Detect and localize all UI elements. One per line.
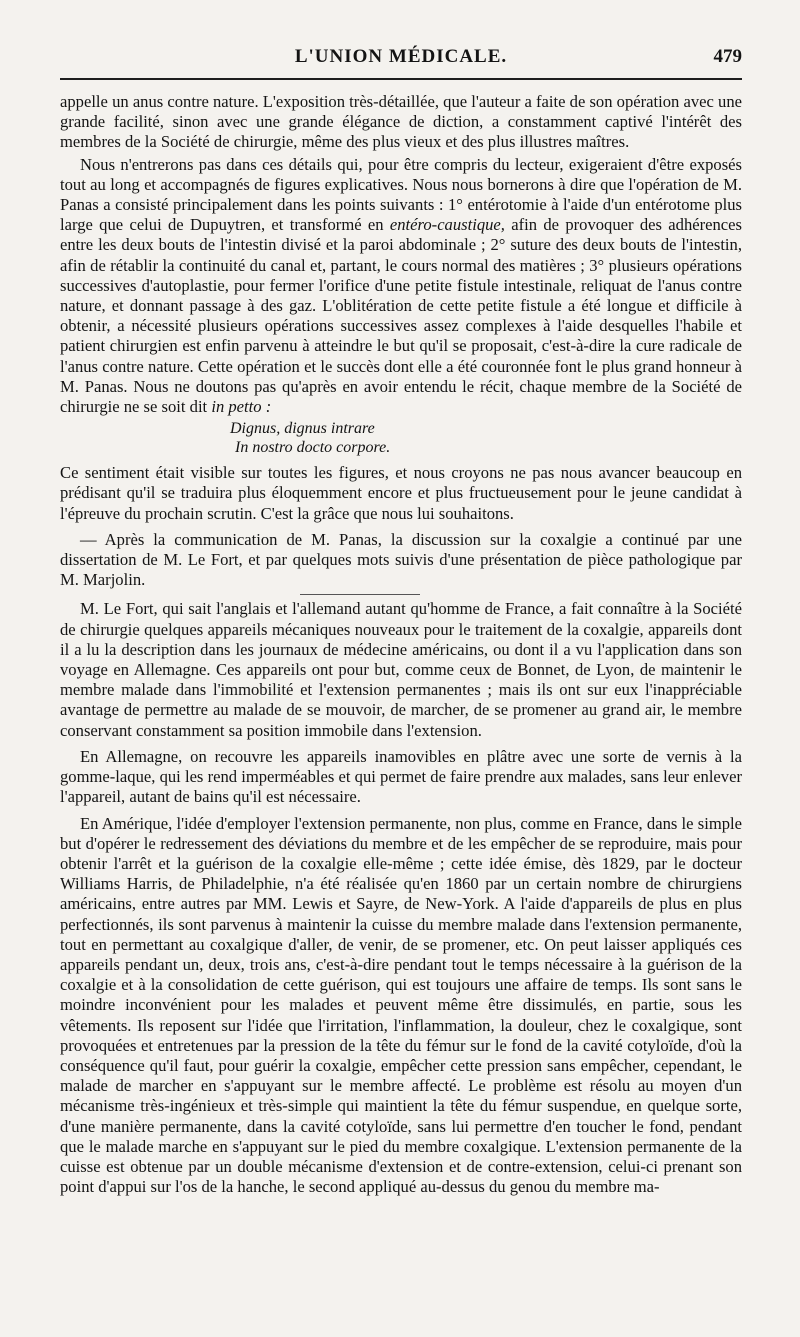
quote-line-2: In nostro docto corpore. bbox=[235, 439, 391, 457]
paragraph-5: M. Le Fort, qui sait l'anglais et l'allemand autant qu'homme de France, a fait connaître à la Société de chirurgie quelques appareils mécaniques nouveaux pour le traitement de la coxalgie, appareils dont il a lu la description dans les journaux de médecine américains, ou dont il a vu l'application dans son voyage en Allemagne. Ces appareils ont pour but, comme ceux de Bonnet, de Lyon, de maintenir le membre malade dans l'immobilité et l'extension permanentes ; mais ils ont sur eux l'inappréciable avantage de permettre au malade de se mouvoir, de marcher, de se promener au grand air, le membre conservant constamment sa position immobile dans l'extension. bbox=[60, 599, 742, 740]
section-divider bbox=[300, 594, 420, 595]
paragraph-4: — Après la communication de M. Panas, la discussion sur la coxalgie a continué par une dissertation de M. Le Fort, et par quelques mots suivis d'une présentation de pièce pathologique par M. Marjolin. bbox=[60, 529, 742, 590]
paragraph-2-part-a: Nous n'entrerons pas dans ces détails qui, pour être compris du lecteur, exigeraient d'être exposés tout au long et accompagnés de figures explicatives. Nous nous bornerons à dire que l'opération de M. Panas a consisté principalement dans les points suivants : 1° entérotomie à l'aide d'un entérotome plus large que celui de Dupuytren, et transformé en bbox=[60, 154, 742, 235]
paragraph-6: En Allemagne, on recouvre les appareils inamovibles en plâtre avec une sorte de vernis à la gomme-laque, qui les rend imperméables et qui permet de faire prendre aux malades, sans leur enlever l'appareil, autant de bains qu'il est nécessaire. bbox=[60, 746, 742, 807]
paragraph-2-part-b: afin de provoquer des adhérences entre les deux bouts de l'intestin divisé et la paroi abdominale ; 2° suture des deux bouts de l'intestin, afin de rétablir la continuité du canal et, partant, le cours normal des matières ; 3° plusieurs opérations successives d'autoplastie, pour fermer l'orifice d'une petite fistule intestinale, reliquat de l'anus contre nature, et donnant passage à des gaz. L'oblitération de cette petite fistule a été longue et difficile à obtenir, a nécessité plusieurs opérations successives assez complexes à l'aide desquelles l'habile et patient chirurgien est enfin parvenu à atteindre le but qu'il se proposait, c'est-à-dire la cure radicale de l'anus contre nature. Cette opération et le succès dont elle a été couronnée font le plus grand honneur à M. Panas. Nous ne doutons pas qu'après en avoir entendu le récit, chaque membre de la Société de chirurgie ne se soit dit bbox=[60, 215, 742, 417]
page-number: 479 bbox=[713, 46, 742, 67]
running-header bbox=[60, 44, 742, 80]
article-body bbox=[60, 92, 742, 1199]
paragraph-3: Ce sentiment était visible sur toutes les figures, et nous croyons ne pas nous avancer beaucoup en prédisant qu'il se traduira plus éloquemment encore et plus fructueusement pour le jeune candidat à l'épreuve du prochain scrutin. C'est la grâce que nous lui souhaitons. bbox=[60, 463, 742, 523]
entero-caustique-term: entéro-caustique, bbox=[389, 215, 505, 235]
latin-quote bbox=[60, 419, 742, 457]
in-petto-term: in petto : bbox=[211, 397, 272, 417]
quote-line-1: Dignus, dignus intrare bbox=[230, 420, 375, 438]
paragraph-2 bbox=[60, 155, 742, 418]
running-title: L'UNION MÉDICALE. bbox=[294, 46, 508, 67]
paragraph-7: En Amérique, l'idée d'employer l'extension permanente, non plus, comme en France, dans le simple but d'opérer le redressement des déviations du membre et de les empêcher de se reproduire, mais pour obtenir l'arrêt et la guérison de la coxalgie elle-même ; cette idée émise, dès 1829, par le docteur Williams Harris, de Philadelphie, n'a été réalisée qu'en 1860 par un certain nombre de chirurgiens américains, entre autres par MM. Lewis et Sayre, de New-York. A l'aide d'appareils de plus en plus perfectionnés, ils sont parvenus à maintenir la cuisse du membre malade dans l'extension permanente, tout en permettant au coxalgique d'aller, de venir, de se promener, etc. On peut laisser appliqués ces appareils pendant un, deux, trois ans, c'est-à-dire pendant tout le temps nécessaire à la guérison de la coxalgie et à la consolidation de cette guérison, qui est toujours une affaire de temps. Ils sont sans le moindre inconvénient pour les malades et peuvent même être dissimulés, en partie, sous les vêtements. Ils reposent sur l'idée que l'irritation, l'inflammation, la douleur, chez le coxalgique, sont provoquées et entretenues par la pression de la tête du fémur sur le fond de la cavité cotyloïde, d'où la conséquence qu'il faut, pour guérir la coxalgie, empêcher cette pression sans empêcher, cependant, le malade de marcher en s'appuyant sur le membre affecté. Le problème est résolu au moyen d'un mécanisme très-ingénieux et très-simple qui maintient la tête du fémur suspendue, en quelque sorte, d'une manière permanente, dans la cavité cotyloïde, sans lui permettre d'en toucher le fond, pendant que le malade marche en s'appuyant sur le pied du membre coxalgique. L'extension permanente de la cuisse est obtenue par un double mécanisme d'extension et de contre-extension, celui-ci prenant son point d'appui sur l'os de la hanche, le second appliqué au-dessus du genou du membre ma- bbox=[60, 813, 742, 1197]
paragraph-1: appelle un anus contre nature. L'exposition très-détaillée, que l'auteur a faite de son opération avec une grande facilité, sinon avec une grande élégance de diction, a constamment captivé l'intérêt des membres de la Société de chirurgie, même des plus vieux et des plus illustres maîtres. bbox=[60, 92, 742, 152]
